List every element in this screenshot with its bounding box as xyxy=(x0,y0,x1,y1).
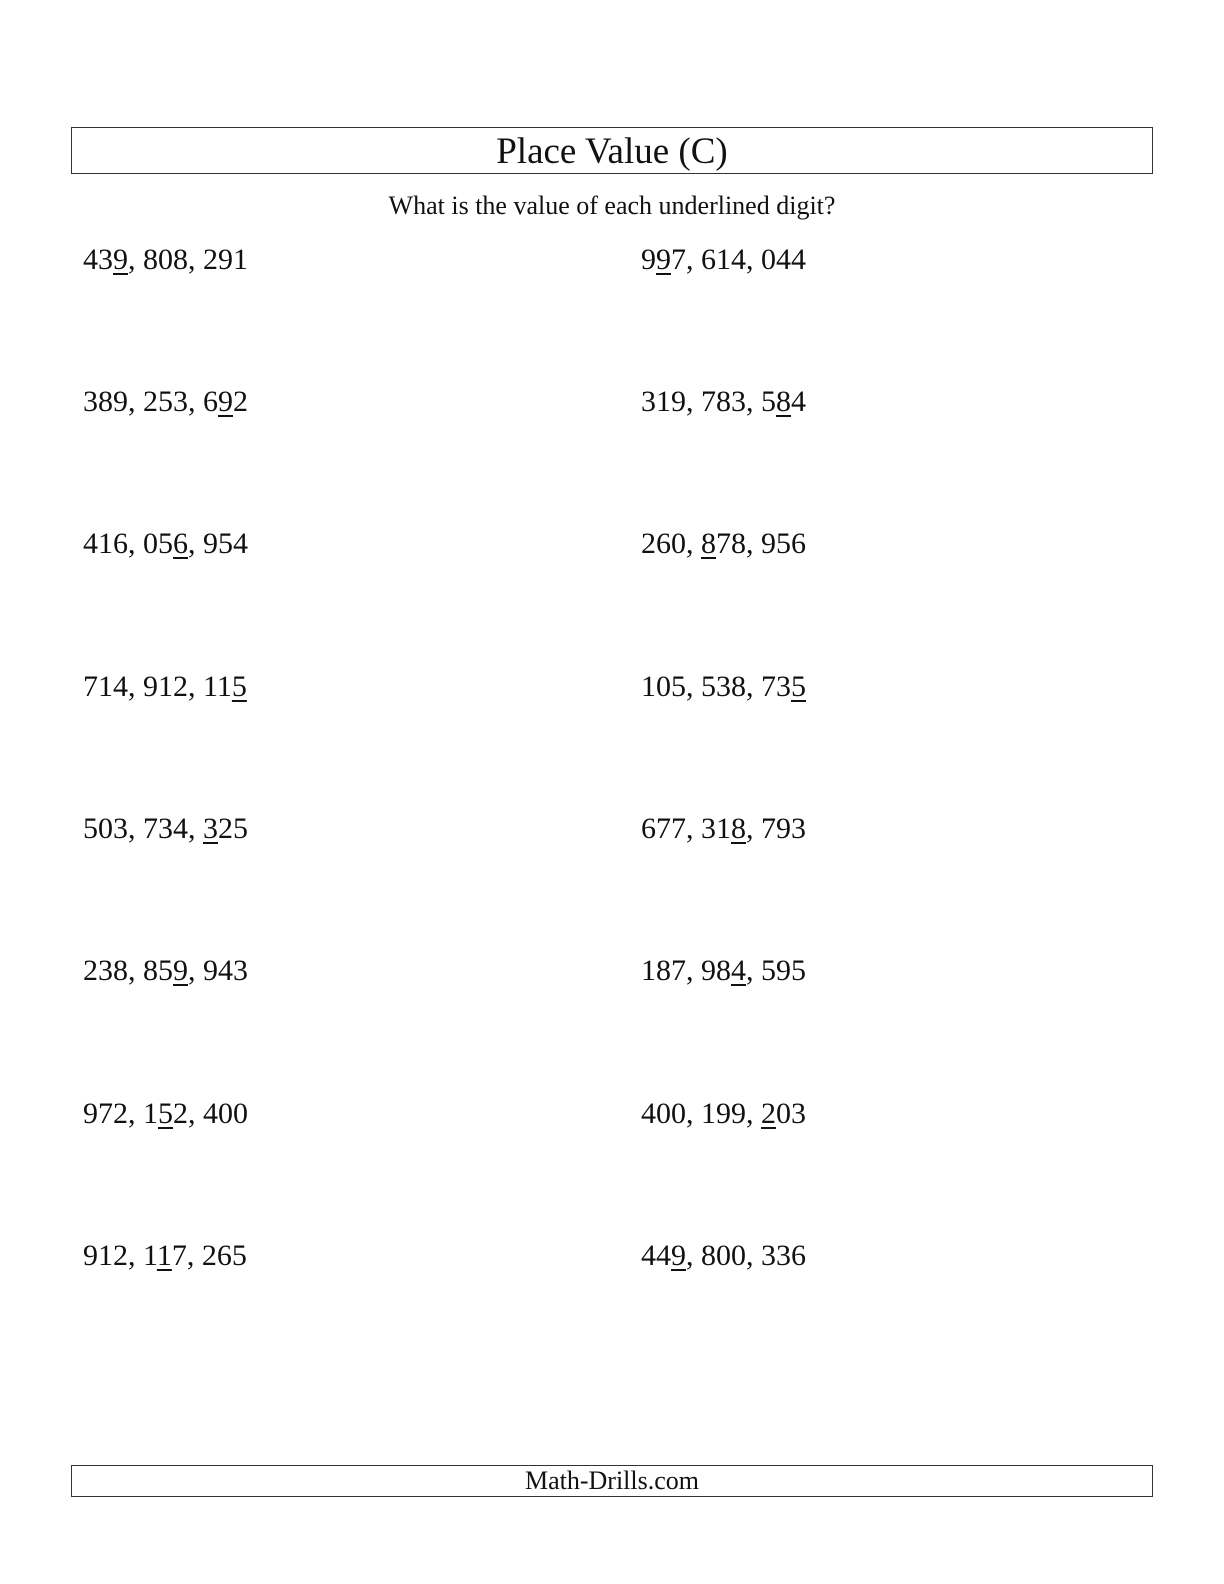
number-prefix: 912, 1 xyxy=(83,1239,157,1272)
underlined-digit: 1 xyxy=(156,1239,172,1272)
underlined-digit: 9 xyxy=(218,385,233,418)
underlined-digit: 8 xyxy=(776,385,791,418)
number-suffix: 7, 265 xyxy=(171,1239,247,1272)
underlined-digit: 8 xyxy=(731,812,746,845)
number-suffix: , 800, 336 xyxy=(686,1239,806,1272)
number-prefix: 400, 199, xyxy=(641,1097,761,1130)
number-prefix: 238, 85 xyxy=(83,954,173,987)
number-suffix: 03 xyxy=(776,1097,806,1130)
problem-16 xyxy=(641,1238,806,1274)
problem-5 xyxy=(83,526,248,562)
number-suffix: , 943 xyxy=(188,954,248,987)
problem-8 xyxy=(641,669,806,705)
problem-10 xyxy=(641,811,806,847)
underlined-digit: 2 xyxy=(761,1097,776,1130)
number-suffix: 4 xyxy=(791,385,806,418)
problem-9 xyxy=(83,811,248,847)
problem-3 xyxy=(83,384,248,420)
underlined-digit: 9 xyxy=(173,954,188,987)
footer-site-name: Math-Drills.com xyxy=(524,1466,700,1495)
problem-14 xyxy=(641,1096,806,1132)
problem-1 xyxy=(83,242,248,278)
underlined-digit: 4 xyxy=(731,954,746,987)
problem-11 xyxy=(83,953,248,989)
number-prefix: 43 xyxy=(83,243,113,276)
number-suffix: , 808, 291 xyxy=(128,243,248,276)
number-suffix: , 595 xyxy=(746,954,806,987)
number-prefix: 714, 912, 11 xyxy=(83,670,232,703)
underlined-digit: 6 xyxy=(173,527,188,560)
underlined-digit: 3 xyxy=(203,812,218,845)
underlined-digit: 9 xyxy=(113,243,128,276)
number-prefix: 260, xyxy=(641,527,701,560)
underlined-digit: 5 xyxy=(791,670,806,703)
number-suffix: , 793 xyxy=(746,812,806,845)
worksheet-title: Place Value (C) xyxy=(496,131,728,172)
underlined-digit: 9 xyxy=(656,243,671,276)
underlined-digit: 5 xyxy=(158,1097,173,1130)
problem-13 xyxy=(83,1096,248,1132)
number-prefix: 677, 31 xyxy=(641,812,731,845)
title-box xyxy=(71,127,1153,174)
underlined-digit: 8 xyxy=(701,527,716,560)
number-prefix: 416, 05 xyxy=(83,527,173,560)
number-suffix: 25 xyxy=(218,812,248,845)
number-prefix: 503, 734, xyxy=(83,812,203,845)
number-prefix: 972, 1 xyxy=(83,1097,158,1130)
problem-12 xyxy=(641,953,806,989)
underlined-digit: 5 xyxy=(231,670,247,703)
number-prefix: 389, 253, 6 xyxy=(83,385,218,418)
problem-15 xyxy=(83,1238,247,1274)
problem-7 xyxy=(83,669,247,705)
number-suffix: 2 xyxy=(233,385,248,418)
problem-6 xyxy=(641,526,806,562)
footer-box xyxy=(71,1465,1153,1497)
number-prefix: 187, 98 xyxy=(641,954,731,987)
number-suffix: 2, 400 xyxy=(173,1097,248,1130)
number-prefix: 319, 783, 5 xyxy=(641,385,776,418)
underlined-digit: 9 xyxy=(671,1239,686,1272)
instructions: What is the value of each underlined digit? xyxy=(388,191,836,220)
problem-2 xyxy=(641,242,806,278)
number-prefix: 9 xyxy=(641,243,656,276)
number-suffix: 78, 956 xyxy=(716,527,806,560)
number-prefix: 44 xyxy=(641,1239,671,1272)
number-prefix: 105, 538, 73 xyxy=(641,670,791,703)
number-suffix: , 954 xyxy=(188,527,248,560)
problem-4 xyxy=(641,384,806,420)
number-suffix: 7, 614, 044 xyxy=(671,243,806,276)
